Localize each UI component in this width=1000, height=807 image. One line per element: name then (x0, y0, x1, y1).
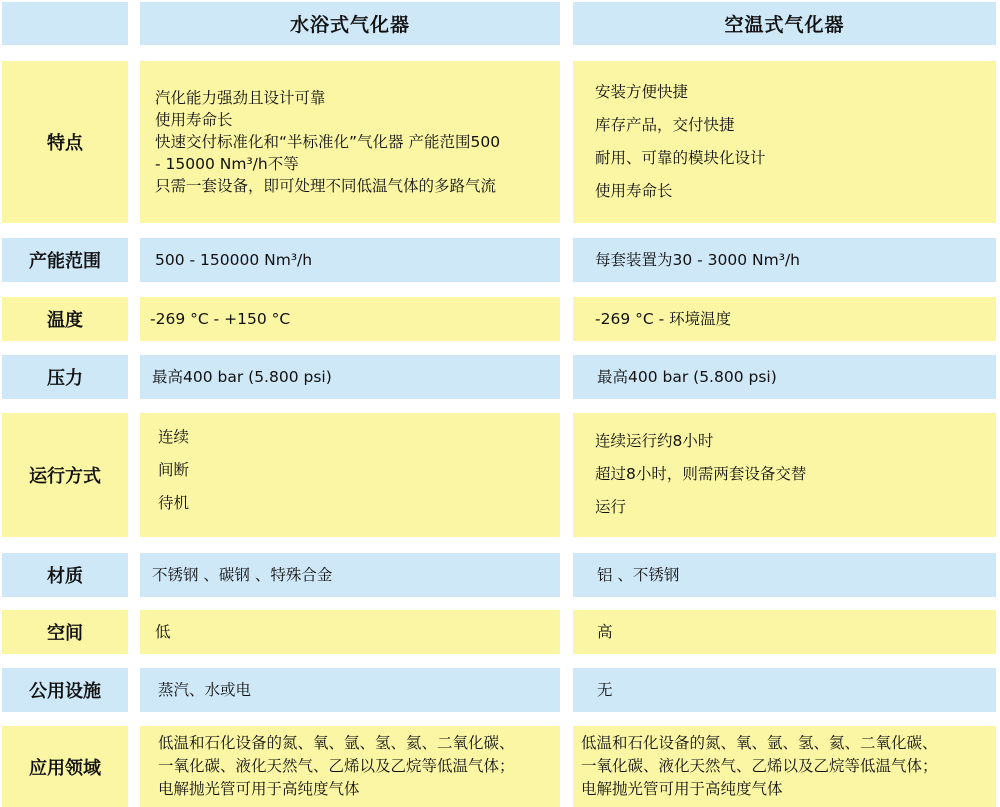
temperature-water-bath (140, 297, 560, 341)
operation-mode-ambient-air (573, 413, 996, 537)
applications-ambient-air (573, 726, 996, 807)
utilities-water-bath (140, 668, 560, 712)
text-line: 无 (597, 680, 613, 699)
column-header-water-bath: 水浴式气化器 (140, 2, 560, 45)
text-line: 低 (155, 622, 171, 641)
row-label-features: 特点 (2, 61, 128, 223)
material-water-bath (140, 553, 560, 597)
text-line: 低温和石化设备的氮、氧、氩、氢、氦、二氧化碳、 (581, 734, 938, 752)
text-line: - 15000 Nm³/h不等 (155, 155, 299, 173)
row-label-operation-mode: 运行方式 (2, 413, 128, 537)
capacity-water-bath (140, 238, 560, 282)
text-line: 连续运行约8小时 (595, 432, 714, 450)
text-line: 每套装置为30 - 3000 Nm³/h (595, 250, 800, 269)
row-label-pressure: 压力 (2, 355, 128, 399)
text-line: 500 - 150000 Nm³/h (155, 250, 313, 269)
text-line: -269 °C - 环境温度 (595, 309, 732, 328)
material-ambient-air (573, 553, 996, 597)
pressure-water-bath (140, 355, 560, 399)
operation-mode-water-bath (140, 413, 560, 537)
text-line: 蒸汽、水或电 (158, 680, 252, 699)
column-header-ambient-air: 空温式气化器 (573, 2, 996, 45)
text-line: 不锈钢 、碳钢 、特殊合金 (152, 565, 333, 584)
space-ambient-air (573, 610, 996, 654)
space-water-bath (140, 610, 560, 654)
features-ambient-air (573, 61, 996, 223)
row-label-space: 空间 (2, 610, 128, 654)
text-line: -269 °C - +150 °C (150, 309, 291, 328)
temperature-ambient-air (573, 297, 996, 341)
text-line: 低温和石化设备的氮、氧、氩、氢、氦、二氧化碳、 (158, 734, 515, 752)
capacity-ambient-air (573, 238, 996, 282)
text-line: 铝 、不锈钢 (597, 565, 680, 584)
features-water-bath (140, 61, 560, 223)
text-line: 最高400 bar (5.800 psi) (597, 367, 777, 386)
row-label-material: 材质 (2, 553, 128, 597)
text-line: 汽化能力强劲且设计可靠 (155, 89, 326, 107)
text-line: 一氧化碳、液化天然气、乙烯以及乙烷等低温气体； (581, 757, 938, 775)
text-line: 只需一套设备，即可处理不同低温气体的多路气流 (155, 177, 497, 195)
text-line: 运行 (595, 498, 627, 516)
text-line: 最高400 bar (5.800 psi) (152, 367, 332, 386)
text-line: 待机 (158, 494, 190, 512)
text-line: 电解抛光管可用于高纯度气体 (158, 780, 360, 798)
header-blank-cell (2, 2, 128, 45)
row-label-capacity: 产能范围 (2, 238, 128, 282)
text-line: 快速交付标准化和“半标准化”气化器 产能范围500 (155, 133, 501, 151)
pressure-ambient-air (573, 355, 996, 399)
text-line: 使用寿命长 (155, 111, 233, 129)
text-line: 电解抛光管可用于高纯度气体 (581, 780, 783, 798)
applications-water-bath (140, 726, 560, 807)
row-label-utilities: 公用设施 (2, 668, 128, 712)
row-label-temperature: 温度 (2, 297, 128, 341)
utilities-ambient-air (573, 668, 996, 712)
text-line: 耐用、可靠的模块化设计 (595, 149, 766, 167)
text-line: 安装方便快捷 (595, 83, 689, 101)
text-line: 高 (597, 622, 613, 641)
text-line: 库存产品，交付快捷 (595, 116, 735, 134)
text-line: 间断 (158, 461, 190, 479)
text-line: 连续 (158, 428, 190, 446)
row-label-applications: 应用领域 (2, 726, 128, 807)
text-line: 使用寿命长 (595, 182, 673, 200)
text-line: 超过8小时，则需两套设备交替 (595, 465, 807, 483)
text-line: 一氧化碳、液化天然气、乙烯以及乙烷等低温气体； (158, 757, 515, 775)
